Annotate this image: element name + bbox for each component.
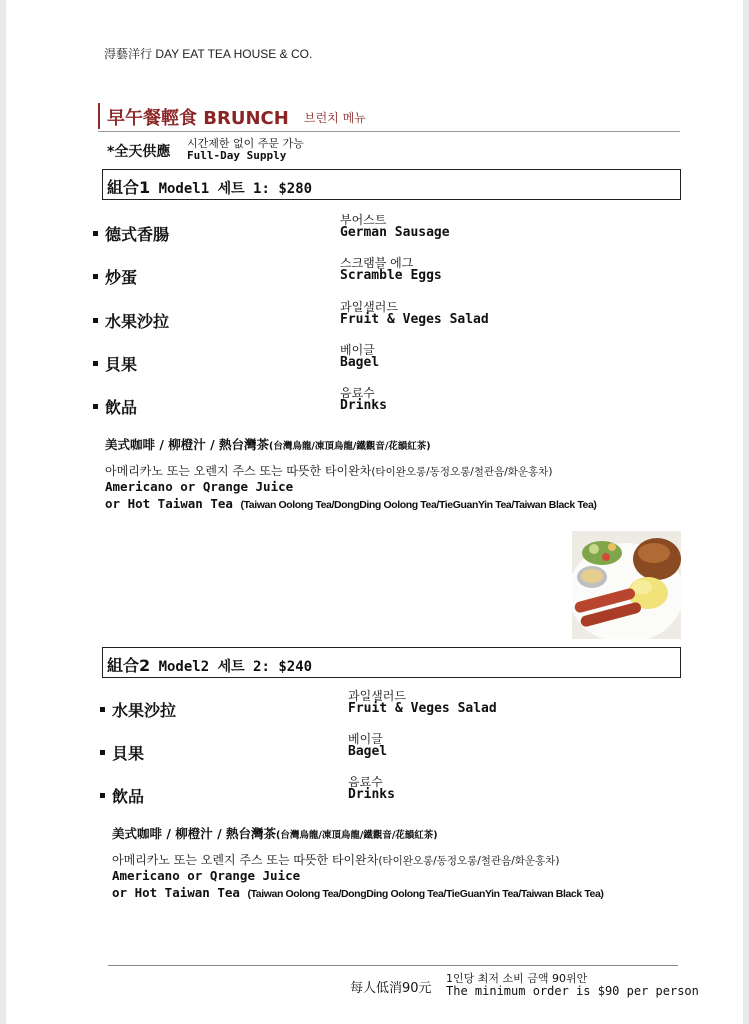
supply-note-korean: 시간제한 없이 주문 가능 [187,137,304,150]
minimum-order-kr: 1인당 최저 소비 금액 90위안 [446,972,588,985]
brunch-plate-illustration [572,531,681,639]
drinks-zh-main: 美式咖啡 / 柳橙汁 / 熱台灣茶 [105,437,270,452]
set1-label-prefix: 組合1 [107,178,151,197]
set1-drinks-zh [105,435,431,453]
drinks-kr-main: 아메리카노 또는 오렌지 주스 또는 따뜻한 타이완차 [105,464,372,478]
set1-item-kr: 과일샐러드 [340,300,398,314]
set1-item-en: Drinks [340,398,387,413]
set1-label-price: Model1 세트 1: $280 [150,181,313,197]
set1-header [102,169,681,200]
set2-item-zh: 飲品 [112,787,145,806]
menu-page [6,0,743,1024]
bullet-icon [93,361,98,366]
drinks-en-teas: (Taiwan Oolong Tea/DongDing Oolong Tea/TieGuanYin Tea/Taiwan Black Tea) [240,499,597,511]
set2-drinks-zh [112,824,438,842]
set2-drinks-en-2 [112,885,604,900]
title-korean: 브런치 메뉴 [304,111,366,125]
set1-drinks-kr [105,462,552,479]
set1-item-zh: 飲品 [105,398,138,417]
set1-item-zh: 德式香腸 [105,225,170,244]
set2-item-zh: 貝果 [112,744,145,763]
minimum-order-zh: 每人低消90元 [350,981,432,996]
set1-drinks-en-1: Americano or Qrange Juice [105,479,294,494]
minimum-order-en: The minimum order is $90 per person [446,984,699,998]
brand-header: 淂藝洋行 DAY EAT TEA HOUSE & CO. [104,47,313,61]
set2-header [102,647,681,678]
drinks-en-main: or Hot Taiwan Tea [105,496,233,511]
brunch-photo [572,531,681,639]
drinks-en-main: or Hot Taiwan Tea [112,885,240,900]
set1-item-en: German Sausage [340,225,450,240]
set2-item-kr: 베이글 [348,732,383,746]
set1-item-kr: 음료수 [340,386,375,400]
bullet-icon [100,793,105,798]
set1-item-zh: 水果沙拉 [105,312,170,331]
supply-note-english: Full-Day Supply [187,149,287,162]
bullet-icon [93,318,98,323]
set1-item-kr: 스크램블 에그 [340,256,414,270]
menu-title [98,101,680,132]
bullet-icon [100,750,105,755]
set2-item-zh: 水果沙拉 [112,701,177,720]
set2-item-kr: 음료수 [348,775,383,789]
set1-item-kr: 부어스트 [340,213,387,227]
set1-item-kr: 베이글 [340,343,375,357]
set2-item-en: Drinks [348,787,395,802]
set2-drinks-en-1: Americano or Qrange Juice [112,868,301,883]
set1-drinks-en-2 [105,496,597,511]
set1-item-en: Fruit & Veges Salad [340,312,489,327]
drinks-kr-teas: (타이완오롱/동정오롱/철관음/화운홍차) [371,466,553,478]
drinks-zh-main: 美式咖啡 / 柳橙汁 / 熱台灣茶 [112,826,277,841]
set1-item-en: Scramble Eggs [340,268,442,283]
title-chinese-english: 早午餐輕食 BRUNCH [107,108,289,129]
set2-label-prefix: 組合2 [107,656,151,675]
drinks-zh-teas: (台灣烏龍/凍頂烏龍/鐵觀音/花韻紅茶) [276,830,438,841]
drinks-kr-teas: (타이완오롱/동정오롱/철관음/화운홍차) [378,855,560,867]
drinks-kr-main: 아메리카노 또는 오렌지 주스 또는 따뜻한 타이완차 [112,853,379,867]
title-accent-bar [98,103,100,129]
drinks-zh-teas: (台灣烏龍/凍頂烏龍/鐵觀音/花韻紅茶) [269,441,431,452]
bullet-icon [93,274,98,279]
drinks-en-teas: (Taiwan Oolong Tea/DongDing Oolong Tea/TieGuanYin Tea/Taiwan Black Tea) [247,888,604,900]
bullet-icon [93,404,98,409]
bullet-icon [93,231,98,236]
set1-item-en: Bagel [340,355,380,370]
set1-item-zh: 炒蛋 [105,268,138,287]
supply-note-chinese: *全天供應 [107,144,171,160]
bullet-icon [100,707,105,712]
set2-item-en: Fruit & Veges Salad [348,701,497,716]
set2-item-kr: 과일샐러드 [348,689,406,703]
footer-divider [108,965,678,966]
set2-label-price: Model2 세트 2: $240 [150,659,313,675]
set2-drinks-kr [112,851,559,868]
set2-item-en: Bagel [348,744,388,759]
set1-item-zh: 貝果 [105,355,138,374]
